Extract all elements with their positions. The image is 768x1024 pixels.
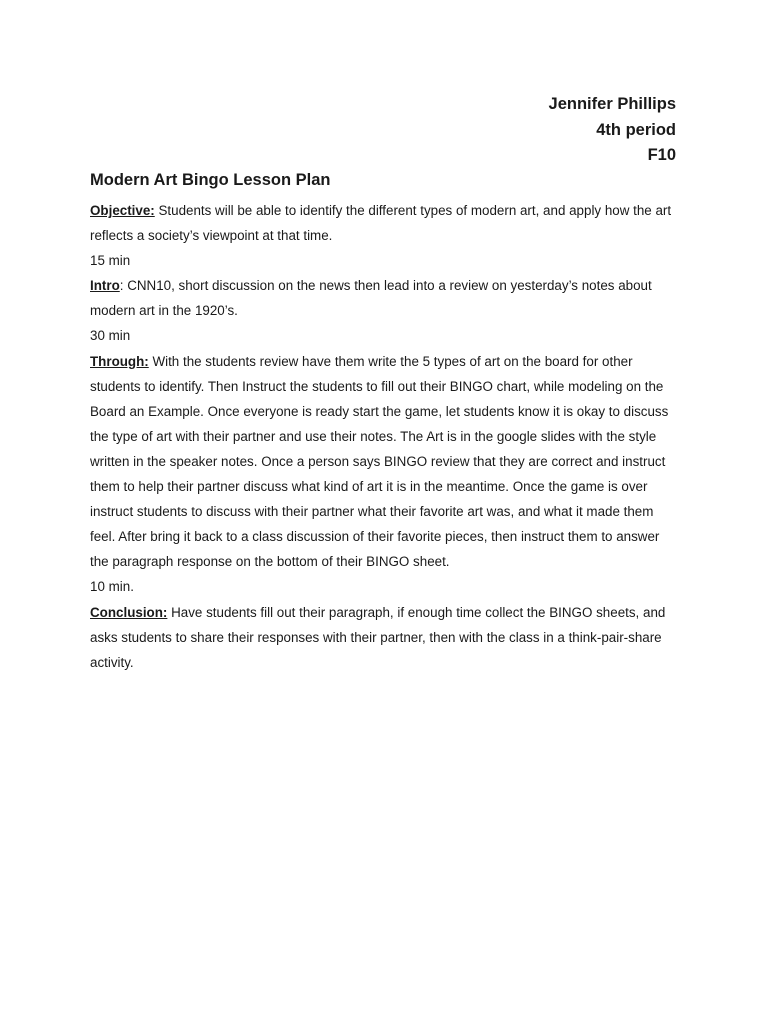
- conclusion-label: Conclusion:: [90, 604, 168, 620]
- time-30-min: 30 min: [90, 328, 131, 344]
- objective-paragraph: [90, 198, 680, 248]
- intro-paragraph: [90, 273, 680, 323]
- room-code: F10: [647, 146, 676, 164]
- intro-label: Intro: [90, 278, 120, 294]
- lesson-body: [90, 198, 680, 675]
- intro-text: : CNN10, short discussion on the news then lead into a review on yesterday’s notes about modern art in the 1920’s.: [90, 278, 652, 319]
- conclusion-text: Have students fill out their paragraph, if enough time collect the BINGO sheets, and asks students to share their responses with their partner, then with the class in a think-pair-share activity.: [90, 604, 666, 670]
- objective-text: Students will be able to identify the different types of modern art, and apply how the art reflects a society’s viewpoint at that time.: [90, 203, 672, 244]
- author-name: Jennifer Phillips: [548, 95, 676, 113]
- through-paragraph: [90, 349, 680, 575]
- time-15-min: 15 min: [90, 253, 131, 269]
- time-10-min: 10 min.: [90, 579, 134, 595]
- through-text: With the students review have them write the 5 types of art on the board for other students to identify. Then Instruct the students to fill out their BINGO chart, while modeling on the Board an Example. Once everyone is ready start the game, let students know it is okay to discuss the type of art with their partner and use their notes. The Art is in the google slides with the style written in the speaker notes. Once a person says BINGO review that they are correct and instruct them to help their partner discuss what kind of art it is in the meantime. Once the game is over instruct students to discuss with their partner what their favorite art was, and what it made them feel. After bring it back to a class discussion of their favorite pieces, then instruct them to answer the paragraph response on the bottom of their BINGO sheet.: [90, 353, 669, 570]
- header-block: [549, 92, 676, 169]
- document-title: Modern Art Bingo Lesson Plan: [90, 171, 331, 189]
- conclusion-paragraph: [90, 600, 680, 675]
- class-period: 4th period: [596, 120, 676, 139]
- objective-label: Objective:: [90, 203, 155, 218]
- through-label: Through:: [90, 353, 149, 369]
